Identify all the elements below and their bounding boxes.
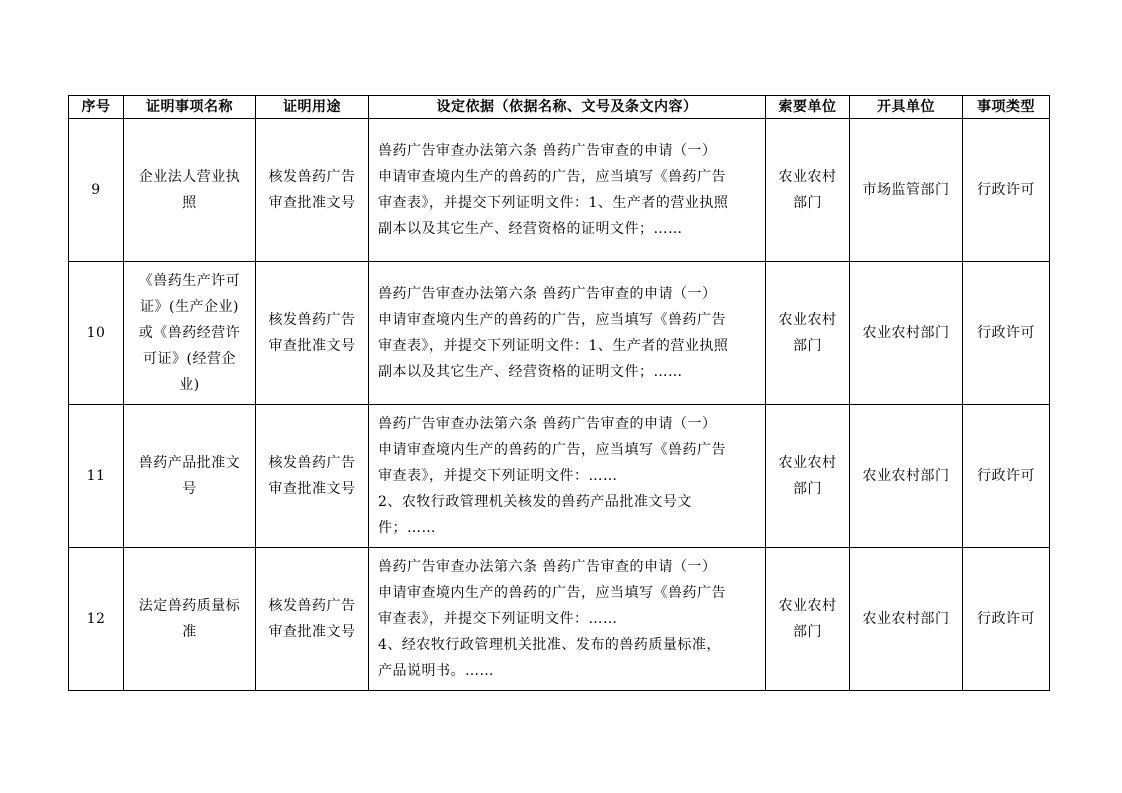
cell-name-line: 法定兽药质量标 — [138, 598, 241, 614]
cell-use-line: 核发兽药广告 — [268, 169, 356, 185]
cell-requester — [766, 548, 850, 691]
cell-requester-line: 农业农村 — [778, 169, 837, 185]
cell-name-line: 企业法人营业执 — [138, 169, 241, 185]
cell-use-line: 审查批准文号 — [268, 624, 356, 640]
cell-name — [124, 262, 256, 405]
certification-items-table — [68, 95, 1050, 691]
table-header-row — [69, 96, 1050, 119]
cell-issuer: 农业农村部门 — [850, 262, 963, 405]
cell-requester — [766, 405, 850, 548]
cell-name-line: 号 — [182, 481, 197, 497]
header-no: 序号 — [69, 96, 124, 119]
cell-type: 行政许可 — [963, 548, 1050, 691]
table-row — [69, 405, 1050, 548]
cell-use-line: 核发兽药广告 — [268, 455, 356, 471]
cell-type: 行政许可 — [963, 119, 1050, 262]
cell-type: 行政许可 — [963, 262, 1050, 405]
header-name: 证明事项名称 — [124, 96, 256, 119]
cell-basis-line: 产品说明书。…… — [378, 663, 494, 679]
cell-basis-line: 申请审查境内生产的兽药的广告，应当填写《兽药广告 — [378, 442, 726, 458]
cell-requester-line: 农业农村 — [778, 455, 837, 471]
cell-basis — [369, 119, 766, 262]
cell-basis — [369, 262, 766, 405]
cell-requester-line: 部门 — [793, 624, 822, 640]
cell-basis-line: 申请审查境内生产的兽药的广告，应当填写《兽药广告 — [378, 312, 726, 328]
cell-use-line: 核发兽药广告 — [268, 598, 356, 614]
cell-basis-line: 4、经农牧行政管理机关批准、发布的兽药质量标准， — [378, 637, 721, 653]
cell-name-line: 证》(生产企业) — [140, 299, 239, 315]
cell-use — [256, 119, 369, 262]
cell-basis-line: 审查表》，并提交下列证明文件：…… — [378, 468, 618, 484]
cell-no: 12 — [69, 548, 124, 691]
cell-requester-line: 部门 — [793, 195, 822, 211]
cell-name — [124, 405, 256, 548]
cell-use-line: 审查批准文号 — [268, 195, 356, 211]
cell-requester-line: 农业农村 — [778, 312, 837, 328]
cell-requester-line: 农业农村 — [778, 598, 837, 614]
cell-requester-line: 部门 — [793, 481, 822, 497]
cell-basis-line: 2、农牧行政管理机关核发的兽药产品批准文号文 — [378, 494, 692, 510]
cell-basis-line: 兽药广告审查办法第六条 兽药广告审查的申请（一） — [378, 559, 717, 575]
cell-name — [124, 119, 256, 262]
cell-use-line: 核发兽药广告 — [268, 312, 356, 328]
cell-basis-line: 兽药广告审查办法第六条 兽药广告审查的申请（一） — [378, 416, 717, 432]
header-basis: 设定依据（依据名称、文号及条文内容） — [369, 96, 766, 119]
cell-basis-line: 审查表》，并提交下列证明文件：1、生产者的营业执照 — [378, 195, 729, 211]
cell-issuer: 农业农村部门 — [850, 405, 963, 548]
cell-use — [256, 405, 369, 548]
header-type: 事项类型 — [963, 96, 1050, 119]
cell-requester — [766, 119, 850, 262]
cell-use — [256, 548, 369, 691]
cell-basis-line: 申请审查境内生产的兽药的广告，应当填写《兽药广告 — [378, 169, 726, 185]
cell-no: 11 — [69, 405, 124, 548]
table-row — [69, 262, 1050, 405]
cell-basis-line: 审查表》，并提交下列证明文件：1、生产者的营业执照 — [378, 338, 729, 354]
cell-name-line: 兽药产品批准文 — [138, 455, 241, 471]
cell-name — [124, 548, 256, 691]
header-issuer: 开具单位 — [850, 96, 963, 119]
header-requester: 索要单位 — [766, 96, 850, 119]
cell-name-line: 照 — [182, 195, 197, 211]
cell-requester — [766, 262, 850, 405]
cell-issuer: 农业农村部门 — [850, 548, 963, 691]
table-row — [69, 548, 1050, 691]
cell-requester-line: 部门 — [793, 338, 822, 354]
cell-basis-line: 副本以及其它生产、经营资格的证明文件；…… — [378, 364, 683, 380]
cell-no: 10 — [69, 262, 124, 405]
cell-basis-line: 申请审查境内生产的兽药的广告，应当填写《兽药广告 — [378, 585, 726, 601]
cell-issuer: 市场监管部门 — [850, 119, 963, 262]
cell-no: 9 — [69, 119, 124, 262]
cell-name-line: 准 — [182, 624, 197, 640]
cell-use — [256, 262, 369, 405]
cell-basis-line: 副本以及其它生产、经营资格的证明文件；…… — [378, 221, 683, 237]
cell-use-line: 审查批准文号 — [268, 481, 356, 497]
table-row — [69, 119, 1050, 262]
header-use: 证明用途 — [256, 96, 369, 119]
cell-name-line: 可证》(经营企 — [143, 351, 236, 367]
cell-name-line: 《兽药生产许可 — [138, 273, 241, 289]
cell-name-line: 或《兽药经营许 — [138, 325, 241, 341]
cell-use-line: 审查批准文号 — [268, 338, 356, 354]
cell-basis-line: 兽药广告审查办法第六条 兽药广告审查的申请（一） — [378, 286, 717, 302]
cell-basis — [369, 548, 766, 691]
cell-name-line: 业) — [179, 377, 200, 393]
cell-basis-line: 兽药广告审查办法第六条 兽药广告审查的申请（一） — [378, 143, 717, 159]
cell-basis-line: 审查表》，并提交下列证明文件：…… — [378, 611, 618, 627]
cell-type: 行政许可 — [963, 405, 1050, 548]
cell-basis — [369, 405, 766, 548]
cell-basis-line: 件；…… — [378, 520, 436, 536]
